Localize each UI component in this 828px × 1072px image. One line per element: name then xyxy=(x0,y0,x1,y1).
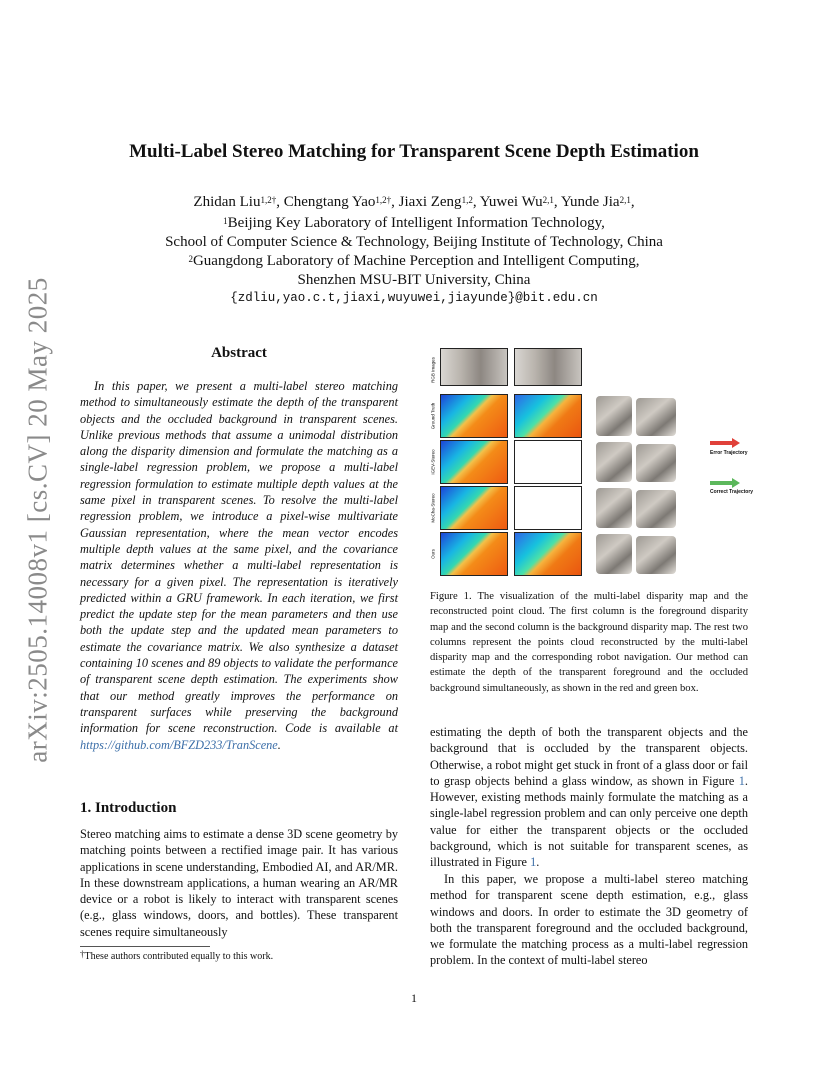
para-text: . However, existing methods mainly formulate the matching as a single-label regression problem and can only perceive one depth value for either the transparent objects or the occluded background, which is not suitable for transparent scenes, as illustrated in Figure xyxy=(430,773,748,870)
figure-ref-link[interactable]: 1 xyxy=(738,773,745,788)
abstract-body xyxy=(80,378,398,753)
code-link[interactable]: https://github.com/BFZD233/TranScene xyxy=(80,737,278,752)
intro-paragraph-2 xyxy=(430,724,748,871)
correct-arrow-icon xyxy=(710,478,740,488)
footnote xyxy=(80,951,273,962)
igev-foreground-disparity xyxy=(440,440,508,484)
author-sup: 2,1 xyxy=(542,195,554,205)
author-name: Jiaxi Zeng xyxy=(398,194,462,210)
figure-caption: Figure 1. The visualization of the multi-label disparity map and the reconstructed point cloud. The first column is the foreground disparity map and the second column is the background disparity map. The rest two columns represent the points cloud reconstructed by the multi-label disparity map and the corresponding robot navigation. Our method can estimate the depth of the transparent foreground and the occluded background simultaneously, as shown in the red and green box. xyxy=(430,591,748,694)
affiliation-2 xyxy=(80,252,748,271)
figure-ref-link[interactable]: 1 xyxy=(530,855,537,870)
intro-paragraph-3: In this paper, we propose a multi-label stereo matching method for transparent scene depth estimation, e.g., glass windows and doors. In order to estimate the 3D geometry of both the transparent foreground and the occluded background, we formulate the matching process as a multi-label regression problem. In the context of multi-label stereo xyxy=(430,872,748,968)
robot-navigation-image xyxy=(636,398,676,436)
paper-title: Multi-Label Stereo Matching for Transparent Scene Depth Estimation xyxy=(129,141,699,162)
legend-error: Error Trajectory xyxy=(710,450,748,456)
arxiv-stamp xyxy=(18,277,58,763)
affiliation-2b: Shenzhen MSU-BIT University, China xyxy=(297,272,531,288)
point-cloud-image xyxy=(596,488,632,528)
author-name: Zhidan Liu xyxy=(193,194,261,210)
affiliation-1 xyxy=(80,214,748,233)
author-name: Chengtang Yao xyxy=(283,194,376,210)
ours-background-disparity xyxy=(514,532,582,576)
row-label: Ground Truth xyxy=(430,402,436,430)
affil-text: Beijing Key Laboratory of Intelligent Information Technology, xyxy=(227,215,605,231)
author-list: Zhidan Liu$^{1,2\dagger}$, Chengtang Yao$^{1,2\dagger}$, Jiaxi Zeng$^{1,2}$, Yuwei Wu$^{2,1}$, Yunde Jia$^{2,1}$, xyxy=(193,194,635,210)
robot-navigation-image xyxy=(636,444,676,482)
gt-foreground-disparity xyxy=(440,394,508,438)
author-name: Yunde Jia xyxy=(560,194,620,210)
robot-navigation-image xyxy=(636,490,676,528)
author-sup: 2,1 xyxy=(619,195,631,205)
error-arrow-icon xyxy=(710,438,740,448)
point-cloud-image xyxy=(596,534,632,574)
row-label: Ours xyxy=(430,549,436,559)
mocha-foreground-disparity xyxy=(440,486,508,530)
mocha-background-disparity xyxy=(514,486,582,530)
abstract-tail: . xyxy=(277,737,281,752)
author-sup: 1,2† xyxy=(260,195,277,205)
affil-sup: 2 xyxy=(188,254,193,264)
robot-navigation-image xyxy=(636,536,676,574)
rgb-image-right xyxy=(514,348,582,386)
igev-background-disparity xyxy=(514,440,582,484)
author-name: Yuwei Wu xyxy=(479,194,543,210)
rgb-image-left xyxy=(440,348,508,386)
footnote-sup: † xyxy=(80,949,85,959)
affiliation-1b: School of Computer Science & Technology, Beijing Institute of Technology, China xyxy=(165,234,663,250)
author-email: {zdliu,yao.c.t,jiaxi,wuyuwei,jiayunde}@bit.edu.cn xyxy=(230,291,598,305)
affil-text: Guangdong Laboratory of Machine Perception and Intelligent Computing, xyxy=(192,253,640,269)
abstract-text: In this paper, we present a multi-label stereo matching method to simultaneously estimate the depth of the transparent objects and the occluded background in transparent scenes. Unlike previous methods that assume a unimodal distribution along the disparity dimension and formulate the matching as a single-label regression problem, we propose a multi-label regression formulation to estimate multiple depth values at the same pixel in transparent scenes. To resolve the multi-label regression problem, we introduce a pixel-wise multivariate Gaussian representation, where the mean vector encodes multiple depth values at the same pixel, and the covariance matrix determines whether a multi-label representation is necessary for a given pixel. The representation is iteratively predicted within a GRU framework. In each iteration, we first predict the update step for the mean parameters and then use both the update step and the updated mean parameters to estimate the covariance matrix. We also synthesize a dataset containing 10 scenes and 89 objects to validate the performance of transparent scene depth estimation. The experiments show that our method greatly improves the performance on transparent surfaces while preserving the background information for scene reconstruction. Code is available at xyxy=(80,379,398,736)
author-sup: 1,2† xyxy=(375,195,392,205)
intro-paragraph-1: Stereo matching aims to estimate a dense 3D scene geometry by matching points between a rectified image pair. It has various applications in scene understanding, Embodied AI, and AR/MR. In these downstream applications, a human wearing an AR/MR device or a robot is likely to interact with transparent scenes (e.g., glass windows, doors, and bottles). These transparent scenes require simultaneously xyxy=(80,827,398,939)
para-text: estimating the depth of both the transparent objects and the background that is occluded by the transparent objects. Otherwise, a robot might get stuck in front of a glass door or fail to grasp objects behind a glass window, as shown in Figure xyxy=(430,725,748,788)
para-text: . xyxy=(536,855,540,870)
footnote-text: These authors contributed equally to this work. xyxy=(84,951,274,962)
figure-1 xyxy=(428,346,758,582)
author-sup: 1,2 xyxy=(461,195,473,205)
point-cloud-image xyxy=(596,442,632,482)
ours-foreground-disparity xyxy=(440,532,508,576)
gt-background-disparity xyxy=(514,394,582,438)
row-label: MoCha-Stereo xyxy=(430,493,436,523)
row-label: IGEV-Stereo xyxy=(430,449,436,475)
point-cloud-image xyxy=(596,396,632,436)
abstract-heading: Abstract xyxy=(211,345,267,361)
arxiv-id: arXiv:2505.14008v1 [cs.CV] 20 May 2025 xyxy=(22,277,53,763)
row-label: RGB Images xyxy=(430,357,436,383)
affil-sup: 1 xyxy=(223,216,228,226)
legend-correct: Correct Trajectory xyxy=(710,489,754,495)
page-number: 1 xyxy=(411,991,417,1005)
footnote-rule xyxy=(80,946,210,947)
intro-heading: 1. Introduction xyxy=(80,800,177,816)
